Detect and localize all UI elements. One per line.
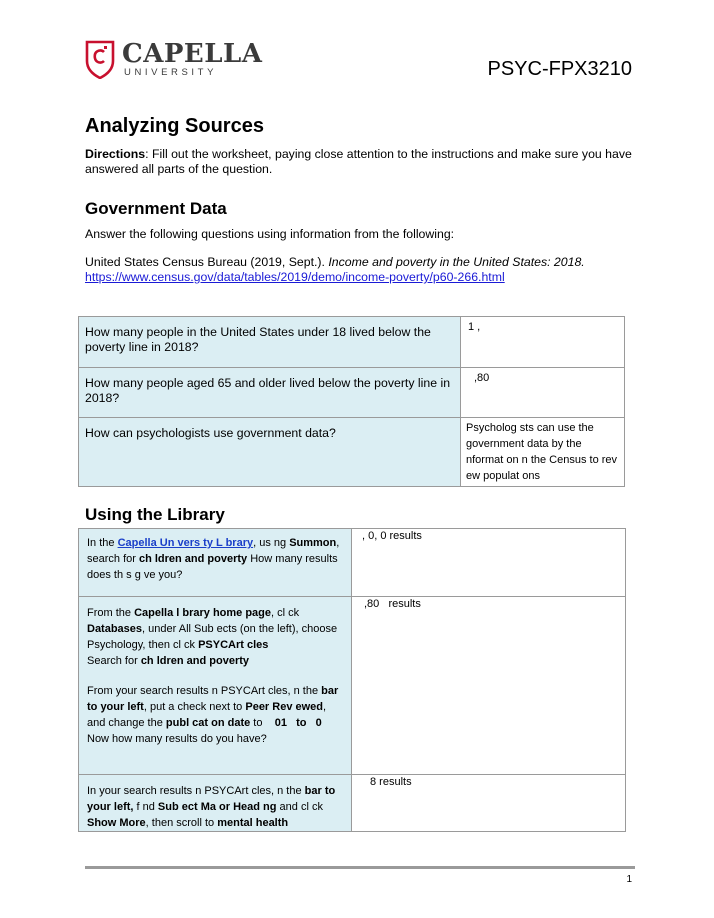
answer-cell[interactable]: 1 , <box>461 317 625 368</box>
table-row <box>79 775 626 832</box>
library-table <box>78 528 626 832</box>
answer-cell[interactable]: Psycholog sts can use the government data by the nformat on n the Census to rev ew populat ons <box>461 418 625 487</box>
question-cell: How many people in the United States under 18 lived below the poverty line in 2018? <box>79 317 461 368</box>
government-data-heading: Government Data <box>85 199 227 218</box>
using-library-heading: Using the Library <box>85 505 225 524</box>
table-row <box>79 368 625 418</box>
question-cell: How many people aged 65 and older lived below the poverty line in 2018? <box>79 368 461 418</box>
capella-shield-icon <box>84 39 116 79</box>
directions-text: : Fill out the worksheet, paying close attention to the instructions and make sure you have answered all parts of the question. <box>85 147 632 176</box>
table-row <box>79 317 625 368</box>
table-row <box>79 529 626 597</box>
answer-cell[interactable]: ,80 results <box>352 597 626 775</box>
question-cell: In the Capella Un vers ty L brary, us ng Summon, search for ch ldren and poverty How many results does th s g ve you? <box>79 529 352 597</box>
page-title: Analyzing Sources <box>85 115 264 137</box>
citation-title: Income and poverty in the United States: 2018. <box>328 255 585 269</box>
government-data-table <box>78 316 625 487</box>
footer-divider <box>85 866 635 869</box>
course-code: PSYC-FPX3210 <box>487 58 632 80</box>
answer-cell[interactable]: , 0, 0 results <box>352 529 626 597</box>
citation-author: United States Census Bureau (2019, Sept.). <box>85 255 329 269</box>
capella-logo <box>84 39 263 81</box>
answer-cell[interactable]: 8 results <box>352 775 626 832</box>
government-intro: Answer the following questions using information from the following: <box>85 227 455 241</box>
directions-label: Directions <box>85 147 146 161</box>
question-cell: How can psychologists use government data? <box>79 418 461 487</box>
question-cell: From the Capella l brary home page, cl ck Databases, under All Sub ects (on the left), choose Psychology, then cl ck PSYCArt cles Search for ch ldren and poverty From your search results n PSYCArt cles, n the bar to your left, put a check next to Peer Rev ewed, and change the publ cat on date to 01 to 0 Now how many results do you have? <box>79 597 352 775</box>
capella-library-link[interactable]: Capella Un vers ty L brary <box>117 537 254 549</box>
table-row <box>79 597 626 775</box>
page-number: 1 <box>626 874 632 885</box>
citation <box>85 255 645 285</box>
directions <box>85 147 640 177</box>
census-link[interactable]: https://www.census.gov/data/tables/2019/demo/income-poverty/p60-266.html <box>85 270 505 284</box>
logo-wordmark: CAPELLA <box>122 39 263 69</box>
table-row <box>79 418 625 487</box>
question-cell: In your search results n PSYCArt cles, n the bar to your left, f nd Sub ect Ma or Head ng and cl ck Show More, then scroll to mental health <box>79 775 352 832</box>
logo-subtitle: UNIVERSITY <box>124 67 218 78</box>
answer-cell[interactable]: ,80 <box>461 368 625 418</box>
